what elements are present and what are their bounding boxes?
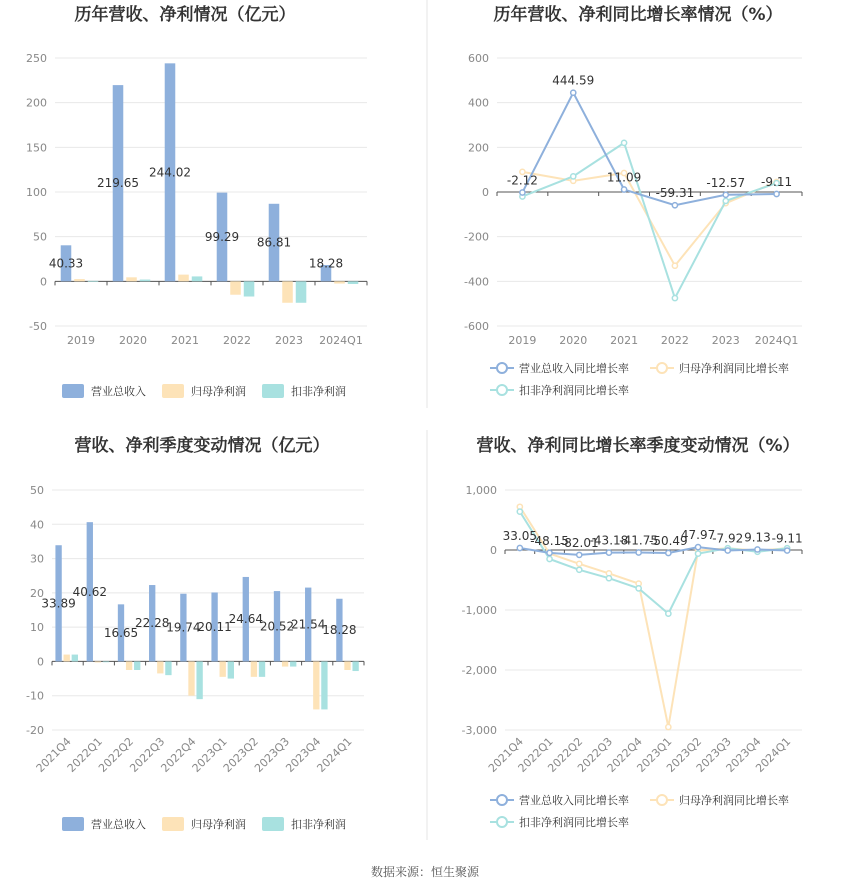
legend-label: 营业总收入 [91, 818, 146, 831]
legend-swatch [162, 384, 184, 398]
y-tick-label: 400 [468, 96, 489, 110]
series-point-0 [571, 90, 576, 95]
bar-1 [230, 281, 241, 294]
x-tick-label: 2023Q4 [283, 734, 324, 775]
legend-label: 营业总收入 [91, 385, 146, 398]
data-label: -50.49 [649, 534, 688, 549]
series-point-0 [621, 187, 626, 192]
bar-1 [157, 661, 163, 673]
data-label: 33.89 [41, 596, 76, 611]
series-point-2 [606, 576, 611, 581]
x-tick-label: 2024Q1 [319, 334, 363, 347]
bar-2 [88, 281, 99, 282]
data-label: 24.64 [228, 612, 263, 627]
series-point-0 [520, 190, 525, 195]
y-tick-label: 30 [30, 552, 44, 566]
x-tick-label: 2023Q1 [189, 734, 230, 775]
x-tick-label: 2023Q3 [693, 734, 734, 775]
series-point-2 [672, 295, 677, 300]
data-label: 40.62 [72, 584, 107, 599]
bar-2 [348, 281, 359, 284]
x-tick-label: 2022 [223, 334, 251, 347]
data-label: 219.65 [96, 176, 139, 191]
x-tick-label: 2024Q1 [314, 734, 355, 775]
y-tick-label: 200 [26, 96, 47, 110]
chart-title: 历年营收、净利情况（亿元） [74, 5, 296, 25]
series-line-2 [522, 143, 776, 298]
series-point-0 [725, 548, 730, 553]
data-label: 19.74 [166, 620, 201, 635]
data-label: 33.05 [502, 529, 538, 544]
y-tick-label: -200 [464, 230, 489, 244]
bar-1 [334, 281, 345, 283]
data-label: 244.02 [148, 165, 191, 180]
y-tick-label: -400 [464, 275, 489, 289]
bar-1 [126, 277, 137, 281]
data-label: -41.75 [619, 533, 658, 548]
legend-label: 扣非净利润同比增长率 [519, 816, 629, 829]
series-point-1 [666, 724, 671, 729]
data-label: 21.54 [291, 617, 326, 632]
x-tick-label: 2022Q4 [158, 734, 199, 775]
legend-label: 营业总收入同比增长率 [519, 362, 629, 375]
series-point-1 [577, 561, 582, 566]
bar-1 [64, 655, 70, 662]
data-label: 444.59 [552, 73, 595, 88]
data-label: -12.57 [706, 175, 746, 190]
bar-1 [313, 661, 319, 709]
bar-2 [165, 661, 171, 675]
series-point-2 [621, 140, 626, 145]
legend-label: 扣非净利润同比增长率 [519, 384, 629, 397]
x-tick-label: 2022Q2 [96, 734, 137, 775]
x-tick-label: 2020 [559, 334, 588, 347]
series-point-0 [672, 203, 677, 208]
data-source-note: 数据来源：恒生聚源 [370, 865, 480, 879]
data-label: 20.52 [259, 619, 295, 634]
legend-swatch [262, 384, 284, 398]
bar-2 [244, 281, 255, 296]
legend-label: 归母净利润 [191, 818, 246, 831]
legend-swatch [162, 817, 184, 831]
bar-2 [72, 655, 78, 662]
x-tick-label: 2021 [610, 334, 639, 347]
bar-1 [220, 661, 226, 676]
y-tick-label: -2,000 [461, 664, 497, 677]
chart-title: 历年营收、净利同比增长率情况（%） [493, 5, 783, 25]
bar-2 [296, 281, 307, 302]
bar-1 [74, 279, 85, 281]
series-point-1 [672, 263, 677, 268]
y-tick-label: 250 [26, 52, 47, 65]
bar-1 [188, 661, 194, 695]
bar-2 [352, 661, 358, 671]
series-point-0 [774, 191, 779, 196]
series-point-2 [571, 174, 576, 179]
series-point-0 [666, 550, 671, 555]
series-point-0 [785, 548, 790, 553]
legend-swatch [262, 817, 284, 831]
legend-swatch-marker [497, 363, 507, 373]
data-label: 47.97 [680, 528, 716, 543]
bar-2 [259, 661, 265, 676]
legend-swatch-marker [497, 817, 507, 827]
legend-label: 扣非净利润 [291, 818, 346, 831]
x-tick-label: 2023 [275, 334, 303, 347]
data-label: 18.28 [308, 256, 344, 271]
legend-label: 扣非净利润 [291, 385, 346, 398]
x-tick-label: 2021Q4 [485, 734, 526, 775]
legend-label: 归母净利润同比增长率 [679, 362, 789, 375]
bar-1 [251, 661, 257, 676]
bar-1 [282, 281, 293, 302]
x-tick-label: 2023Q2 [664, 734, 705, 775]
bar-1 [95, 661, 101, 662]
x-tick-label: 2022 [660, 334, 689, 347]
data-label: 9.13 [744, 530, 771, 545]
legend-swatch-marker [657, 795, 667, 805]
series-point-2 [666, 611, 671, 616]
bar-1 [282, 661, 288, 666]
bar-1 [126, 661, 132, 670]
series-point-2 [517, 509, 522, 514]
series-point-0 [636, 550, 641, 555]
bar-2 [321, 661, 327, 709]
y-tick-label: 100 [26, 186, 47, 199]
data-label: 18.28 [322, 623, 357, 638]
x-tick-label: 2022Q1 [64, 734, 105, 775]
y-tick-label: 50 [30, 484, 44, 497]
data-label: 16.65 [103, 625, 139, 640]
bar-2 [103, 661, 109, 662]
chart-title: 营收、净利季度变动情况（亿元） [74, 436, 330, 456]
bar-2 [192, 276, 203, 281]
y-tick-label: -20 [26, 724, 44, 737]
series-point-0 [695, 545, 700, 550]
y-tick-label: 40 [30, 518, 44, 532]
x-tick-label: 2023 [711, 334, 740, 347]
legend-swatch [62, 817, 84, 831]
data-label: -9.11 [761, 175, 793, 190]
data-label: -2.12 [506, 173, 538, 188]
series-point-2 [636, 586, 641, 591]
data-label: 40.33 [48, 256, 84, 271]
bar-1 [178, 275, 189, 282]
y-tick-label: -1,000 [461, 604, 497, 617]
series-point-0 [517, 545, 522, 550]
data-label: -43.18 [589, 533, 629, 548]
bar-2 [140, 280, 151, 282]
series-point-0 [606, 550, 611, 555]
legend-swatch-marker [497, 795, 507, 805]
bar-2 [228, 661, 234, 678]
x-tick-label: 2024Q1 [754, 334, 799, 347]
data-label: 86.81 [256, 235, 292, 250]
data-label: 22.28 [135, 616, 170, 631]
bar-1 [344, 661, 350, 670]
x-tick-label: 2020 [119, 334, 147, 347]
x-tick-label: 2023Q3 [252, 734, 293, 775]
y-tick-label: 0 [482, 186, 489, 199]
y-tick-label: -50 [29, 320, 47, 333]
data-label: -82.01 [559, 535, 599, 550]
y-tick-label: -600 [464, 320, 489, 333]
data-label: -59.31 [655, 186, 695, 201]
x-tick-label: 2023Q1 [634, 734, 675, 775]
series-point-0 [577, 552, 582, 557]
chart-title: 营收、净利同比增长率季度变动情况（%） [476, 436, 800, 456]
series-point-2 [547, 556, 552, 561]
x-tick-label: 2023Q2 [220, 734, 261, 775]
x-tick-label: 2021Q4 [33, 734, 74, 775]
y-tick-label: 1,000 [465, 484, 497, 497]
bar-2 [134, 661, 140, 670]
y-tick-label: 150 [26, 141, 47, 155]
data-label: -48.15 [530, 533, 569, 548]
legend-label: 营业总收入同比增长率 [519, 794, 629, 807]
y-tick-label: 0 [37, 655, 44, 669]
legend-label: 归母净利润 [191, 385, 246, 398]
y-tick-label: -10 [26, 689, 44, 703]
y-tick-label: 0 [490, 544, 497, 557]
x-tick-label: 2023Q4 [723, 734, 764, 775]
x-tick-label: 2022Q3 [575, 734, 616, 775]
legend-swatch [62, 384, 84, 398]
x-tick-label: 2021 [171, 334, 199, 347]
x-tick-label: 2019 [67, 334, 95, 347]
data-label: 20.11 [197, 619, 232, 634]
bar-2 [196, 661, 202, 699]
data-label: -9.11 [771, 531, 803, 546]
x-tick-label: 2022Q2 [545, 734, 586, 775]
data-label: -7.92 [712, 531, 744, 546]
x-tick-label: 2022Q4 [604, 734, 645, 775]
x-tick-label: 2024Q1 [753, 734, 794, 775]
y-tick-label: 50 [33, 230, 47, 244]
y-tick-label: 20 [30, 586, 44, 600]
x-tick-label: 2022Q3 [127, 734, 168, 775]
y-tick-label: 0 [40, 275, 47, 289]
data-label: 11.09 [606, 170, 642, 185]
x-tick-label: 2019 [508, 334, 537, 347]
legend-swatch-marker [497, 385, 507, 395]
y-tick-label: -3,000 [461, 724, 497, 737]
bar-2 [290, 661, 296, 666]
y-tick-label: 200 [468, 141, 489, 155]
series-point-0 [723, 192, 728, 197]
data-label: 99.29 [204, 229, 240, 244]
series-line-2 [520, 512, 787, 614]
y-tick-label: 600 [468, 52, 489, 65]
x-tick-label: 2022Q1 [515, 734, 556, 775]
legend-label: 归母净利润同比增长率 [679, 794, 789, 807]
legend-swatch-marker [657, 363, 667, 373]
series-point-0 [547, 550, 552, 555]
series-point-0 [755, 547, 760, 552]
y-tick-label: 10 [30, 621, 44, 635]
series-point-2 [723, 198, 728, 203]
series-point-2 [695, 551, 700, 556]
series-point-2 [577, 567, 582, 572]
